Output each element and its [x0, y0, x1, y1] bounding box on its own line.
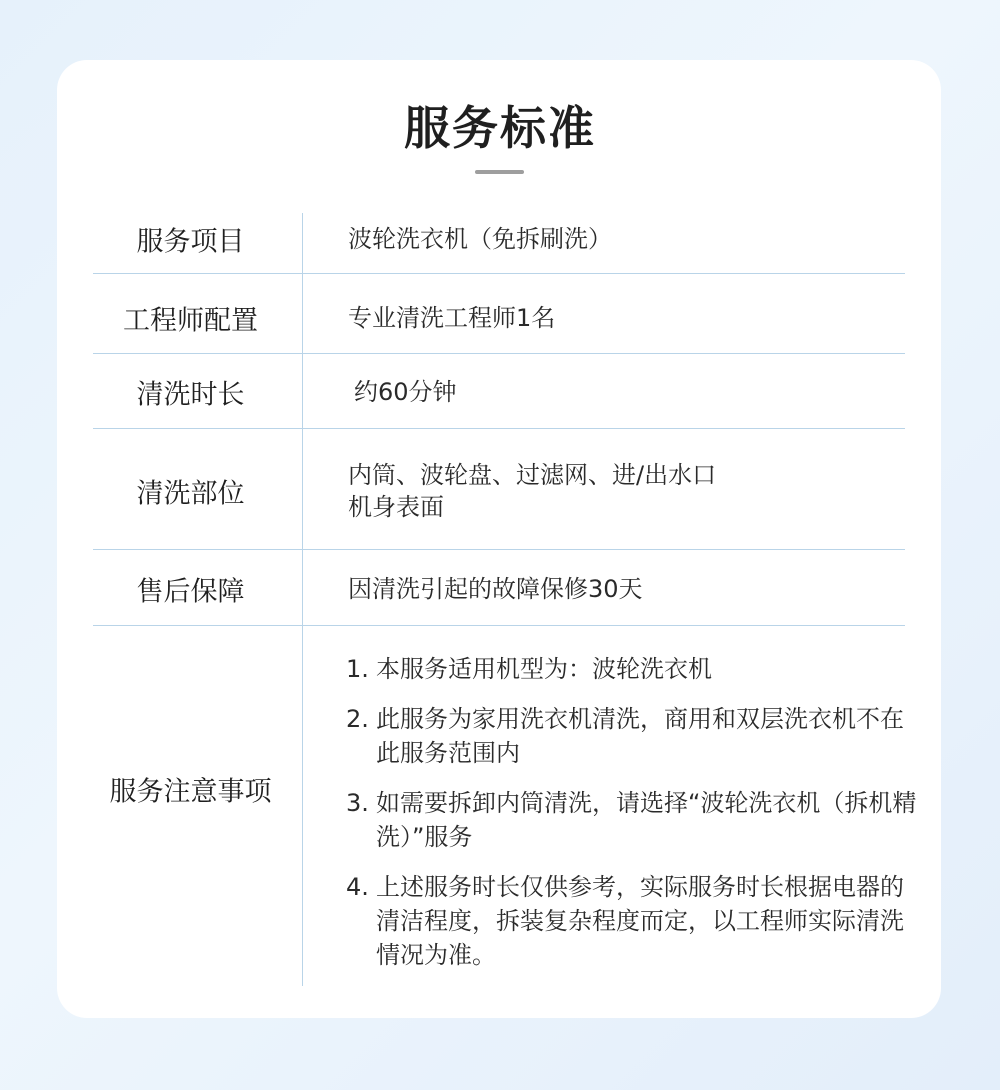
row-value-duration: 约60分钟: [354, 378, 457, 406]
row-divider: [93, 625, 905, 626]
note-text: 此服务为家用洗衣机清洗，商用和双层洗衣机不在此服务范围内: [376, 705, 904, 767]
row-divider: [93, 353, 905, 354]
list-item: [346, 870, 926, 972]
row-divider: [93, 273, 905, 274]
row-label-service-item: 服务项目: [136, 226, 245, 258]
row-divider: [93, 549, 905, 550]
row-label-duration: 清洗时长: [136, 379, 245, 411]
list-item: [346, 702, 926, 770]
note-text: 本服务适用机型为：波轮洗衣机: [376, 655, 712, 683]
note-number: 1.: [346, 655, 369, 683]
row-value-service-item: 波轮洗衣机（免拆刷洗）: [348, 225, 612, 253]
cleaning-parts-line: 机身表面: [348, 493, 444, 521]
column-divider: [302, 213, 303, 986]
page-title: 服务标准: [404, 101, 596, 155]
row-value-engineer: 专业清洗工程师1名: [348, 304, 556, 332]
list-item: [346, 786, 926, 854]
note-text: 上述服务时长仅供参考，实际服务时长根据电器的清洁程度，拆装复杂程度而定，以工程师实际清洗情况为准。: [376, 873, 904, 969]
row-divider: [93, 428, 905, 429]
notes-list: [346, 652, 926, 988]
note-number: 3.: [346, 789, 369, 817]
row-label-after-sales: 售后保障: [136, 576, 245, 608]
row-label-engineer: 工程师配置: [123, 305, 258, 337]
cleaning-parts-line: 内筒、波轮盘、过滤网、进/出水口: [348, 461, 717, 489]
row-value-cleaning-parts: [348, 459, 716, 523]
note-number: 2.: [346, 705, 369, 733]
list-item: [346, 652, 926, 686]
row-label-notes: 服务注意事项: [109, 776, 272, 808]
title-divider: [475, 170, 524, 174]
note-text: 如需要拆卸内筒清洗，请选择“波轮洗衣机（拆机精洗）”服务: [376, 789, 917, 851]
row-value-after-sales: 因清洗引起的故障保修30天: [348, 575, 643, 603]
row-label-cleaning-parts: 清洗部位: [136, 478, 245, 510]
note-number: 4.: [346, 873, 369, 901]
